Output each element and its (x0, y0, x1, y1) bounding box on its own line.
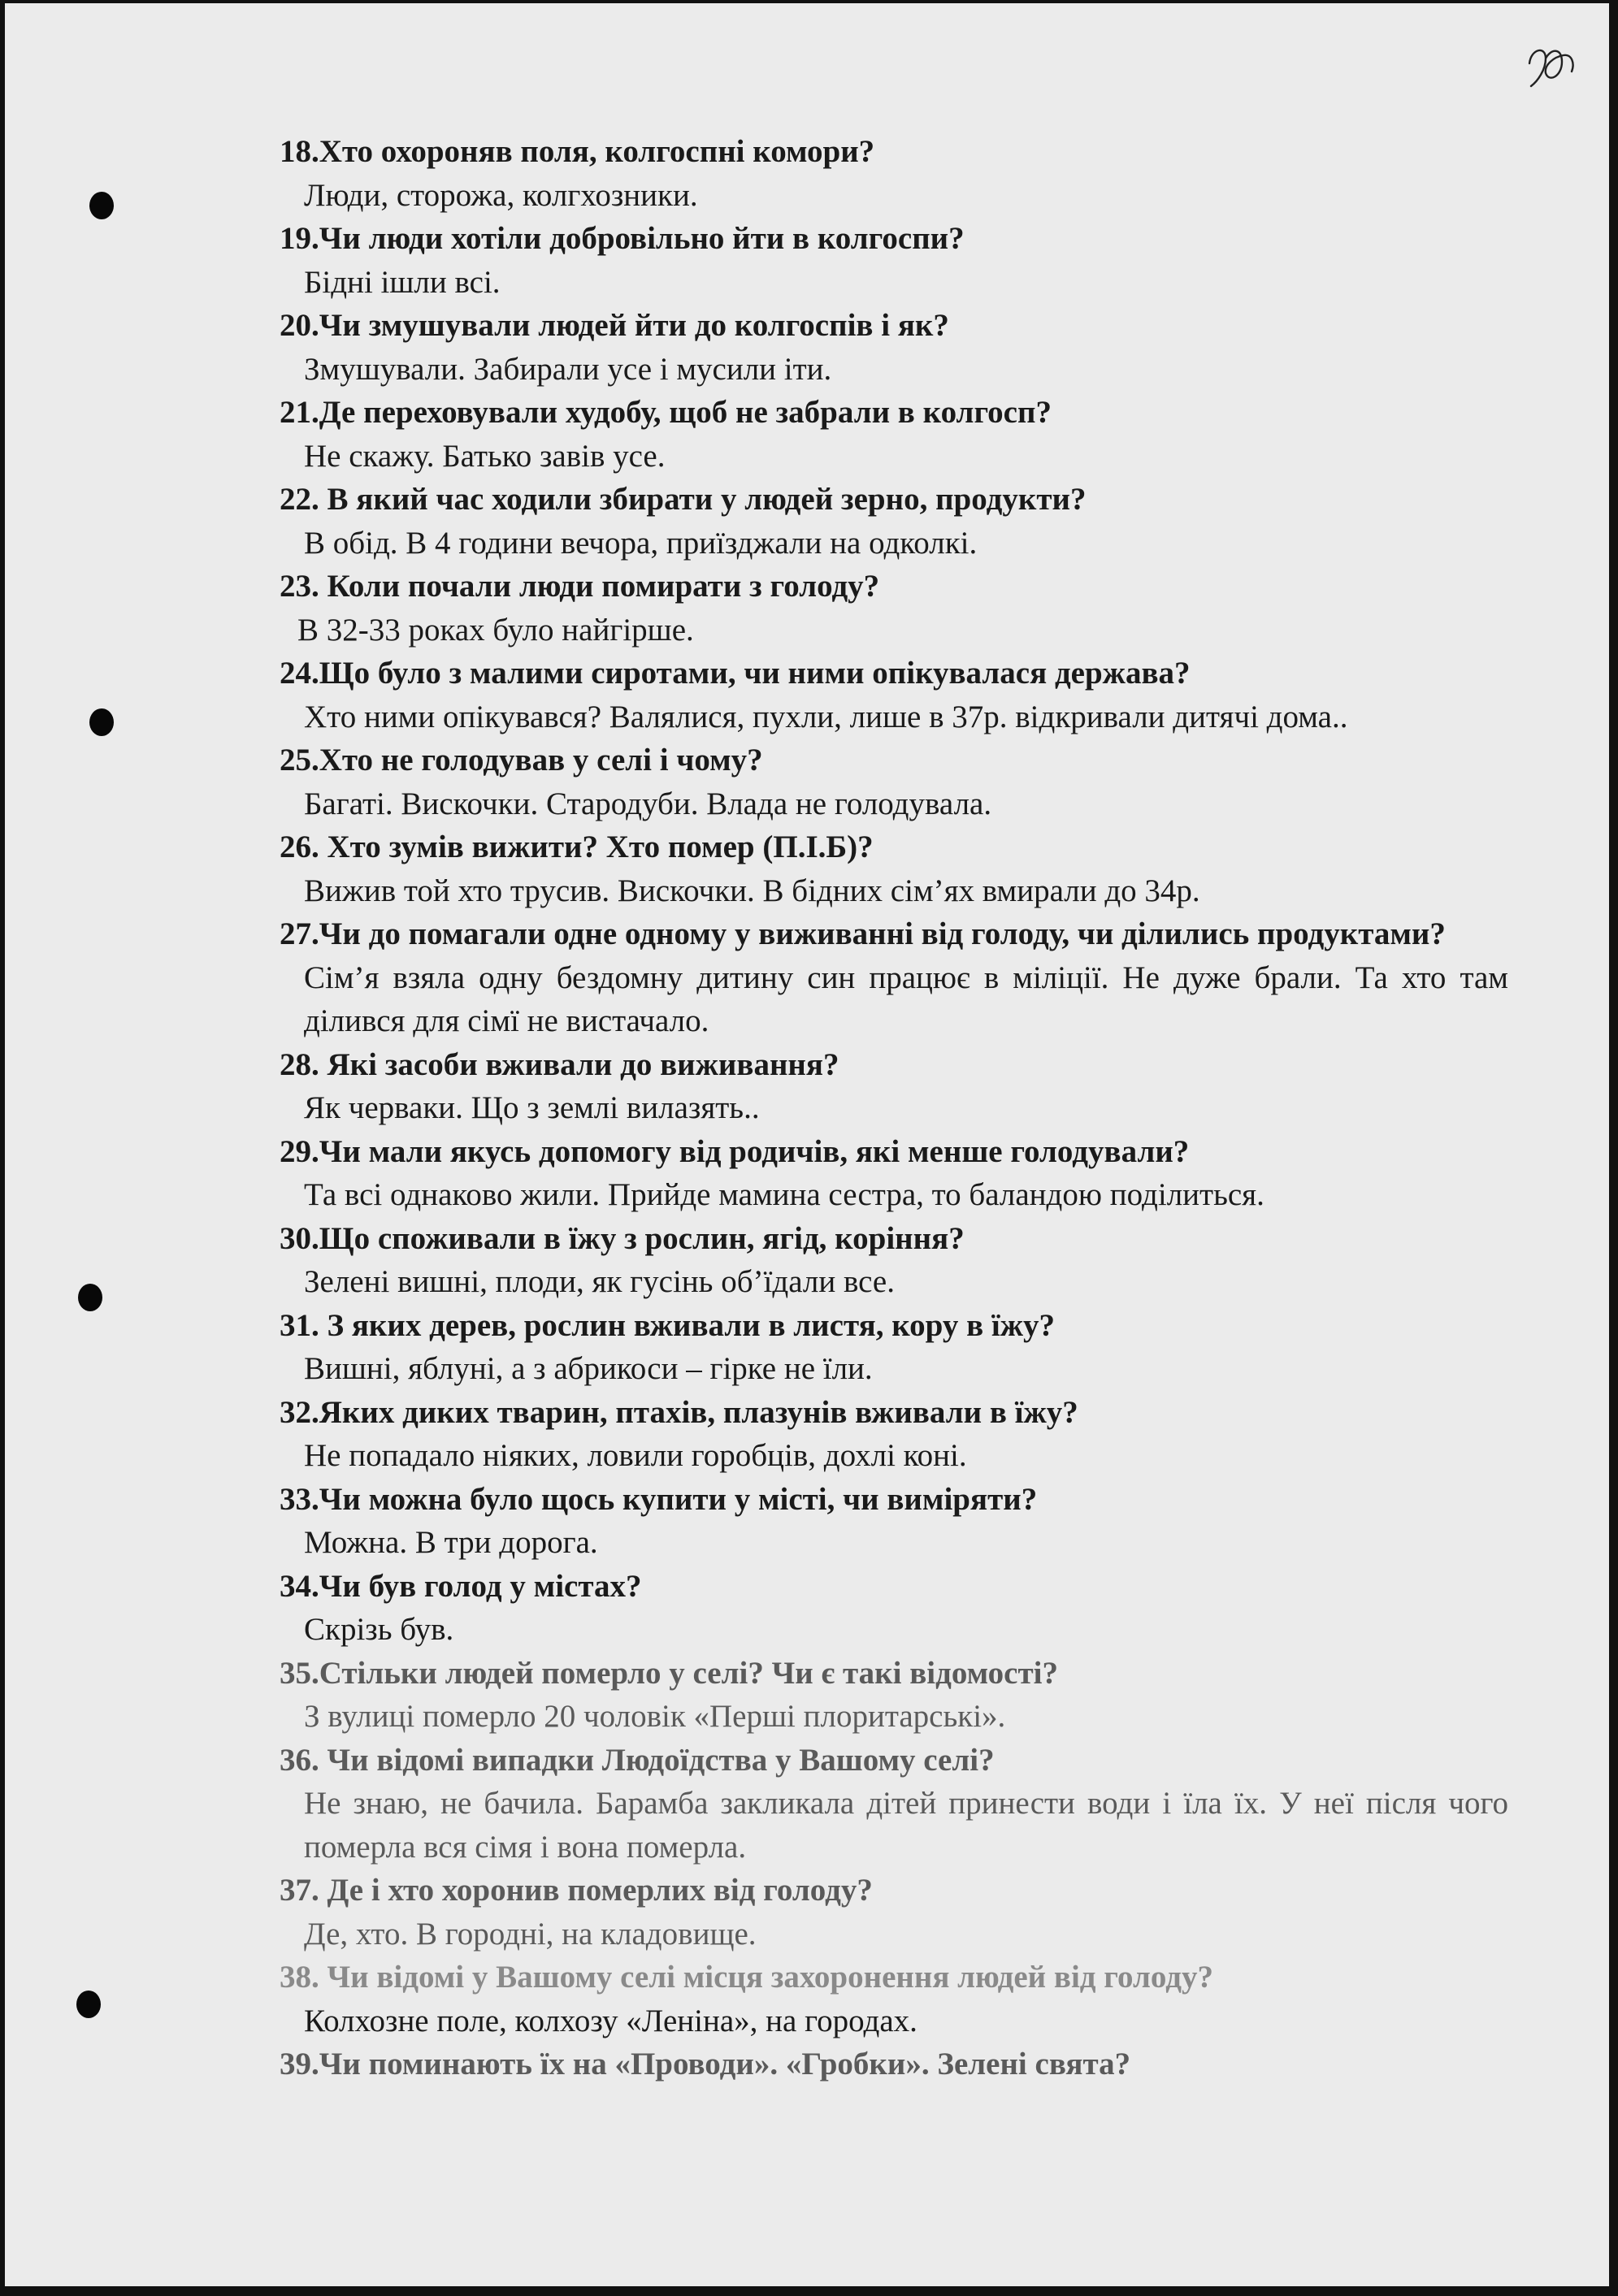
question: 32.Яких диких тварин, птахів, плазунів вживали в їжу? (280, 1394, 1078, 1430)
question: 35.Стільки людей померло у селі? Чи є такі відомості? (280, 1655, 1058, 1691)
qa-item (280, 1304, 1508, 1391)
answer: Вишні, яблуні, а з абрикоси – гірке не їли. (304, 1351, 873, 1386)
qa-item (280, 652, 1508, 739)
answer: Люди, сторожа, колгхозники. (304, 177, 698, 213)
answer: Бідні ішли всі. (304, 264, 501, 300)
question: 26. Хто зумів вижити? Хто помер (П.І.Б)? (280, 830, 874, 864)
question: 27.Чи до помагали одне одному у виживанні від голоду, чи ділились продуктами? (280, 916, 1446, 951)
qa-item (280, 1043, 1508, 1130)
qa-item (280, 1869, 1508, 1956)
question: 33.Чи можна було щось купити у місті, чи виміряти? (280, 1481, 1038, 1517)
question: 24.Що було з малими сиротами, чи ними опікувалася держава? (280, 656, 1191, 691)
qa-item (280, 1565, 1508, 1652)
answer: Не скажу. Батько завів усе. (304, 438, 666, 474)
qa-item (280, 1739, 1508, 1869)
answer: В 32-33 роках було найгірше. (297, 612, 694, 648)
qa-item (280, 217, 1508, 304)
questionnaire (280, 130, 1508, 2086)
question: 37. Де і хто хоронив померлих від голоду? (280, 1873, 873, 1908)
qa-item (280, 912, 1508, 1043)
question: 38. Чи відомі у Вашому селі місця захоронення людей від голоду? (280, 1960, 1213, 1995)
qa-item (280, 1217, 1508, 1304)
question: 18.Хто охороняв поля, колгоспні комори? (280, 134, 875, 169)
handwritten-page-number (1526, 39, 1583, 88)
qa-item (280, 565, 1508, 652)
answer: З вулиці померло 20 чоловік «Перші плоритарські». (304, 1699, 1006, 1734)
punch-hole (78, 1284, 102, 1311)
answer: Можна. В три дорога. (304, 1525, 598, 1560)
answer: Не знаю, не бачила. Барамба закликала дітей принести води і їла їх. У неї після чого померла вся сімя і вона померла. (304, 1786, 1508, 1865)
qa-item (280, 825, 1508, 912)
answer: Вижив той хто трусив. Вискочки. В бідних сім’ях вмирали до 34р. (304, 873, 1200, 908)
document-page (5, 3, 1609, 2286)
answer: Де, хто. В городні, на кладовище. (304, 1916, 757, 1952)
question: 22. В який час ходили збирати у людей зерно, продукти? (280, 482, 1087, 517)
question: 30.Що споживали в їжу з рослин, ягід, коріння? (280, 1220, 965, 1256)
answer: Скрізь був. (304, 1612, 454, 1647)
question: 20.Чи змушували людей йти до колгоспів і як? (280, 308, 949, 343)
qa-item (280, 478, 1508, 565)
question: 29.Чи мали якусь допомогу від родичів, які менше голодували? (280, 1133, 1190, 1169)
question: 39.Чи поминають їх на «Проводи». «Гробки». Зелені свята? (280, 2047, 1131, 2082)
qa-item (280, 1956, 1508, 2043)
answer: Зелені вишні, плоди, як гусінь об’їдали все. (304, 1264, 895, 1299)
answer: Як черваки. Що з землі вилазять.. (304, 1090, 760, 1125)
qa-item (280, 304, 1508, 391)
question: 34.Чи був голод у містах? (280, 1568, 642, 1604)
qa-item (280, 2043, 1508, 2086)
qa-item (280, 1130, 1508, 1217)
answer: Сім’я взяла одну бездомну дитину син працює в міліції. Не дуже брали. Та хто там ділився для сімї не вистачало. (304, 960, 1508, 1038)
qa-item (280, 130, 1508, 217)
answer: Не попадало ніяких, ловили горобців, дохлі коні. (304, 1438, 967, 1473)
qa-item (280, 1478, 1508, 1565)
answer: Змушували. Забирали усе і мусили іти. (304, 351, 832, 387)
qa-item (280, 1652, 1508, 1739)
question: 31. З яких дерев, рослин вживали в листя, кору в їжу? (280, 1307, 1056, 1343)
question: 36. Чи відомі випадки Людоїдства у Вашому селі? (280, 1742, 995, 1778)
punch-hole (89, 192, 114, 219)
punch-hole (89, 708, 114, 736)
question: 23. Коли почали люди помирати з голоду? (280, 569, 880, 604)
answer: В обід. В 4 години вечора, приїзджали на одколкі. (304, 525, 978, 561)
question: 19.Чи люди хотіли добровільно йти в колгоспи? (280, 221, 965, 256)
answer: Хто ними опікувався? Валялися, пухли, лише в 37р. відкривали дитячі дома.. (304, 699, 1348, 734)
answer: Багаті. Вискочки. Стародуби. Влада не голодувала. (304, 786, 992, 821)
qa-item (280, 391, 1508, 478)
answer: Та всі однаково жили. Прийде мамина сестра, то баландою поділиться. (304, 1177, 1264, 1212)
answer: Колхозне поле, колхозу «Леніна», на городах. (304, 2003, 917, 2038)
question: 28. Які засоби вживали до виживання? (280, 1046, 839, 1082)
punch-hole (76, 1991, 101, 2018)
question: 21.Де переховували худобу, щоб не забрали в колгосп? (280, 395, 1052, 430)
question: 25.Хто не голодував у селі і чому? (280, 743, 763, 778)
qa-item (280, 1391, 1508, 1478)
qa-item (280, 739, 1508, 825)
